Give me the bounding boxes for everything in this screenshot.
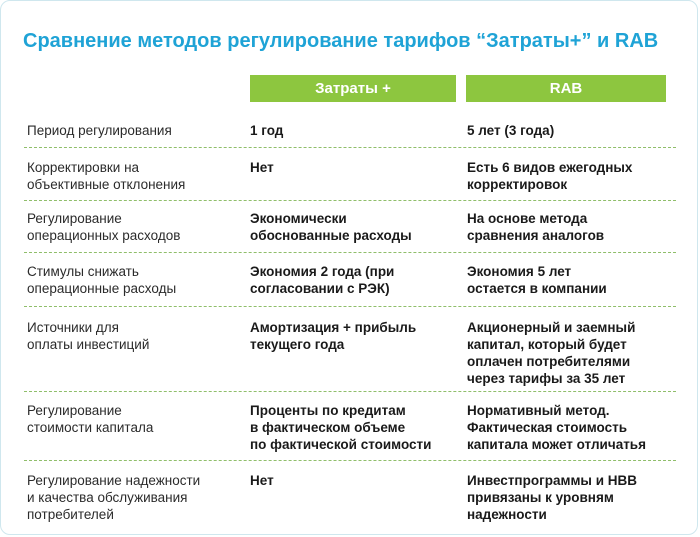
row-label: Регулирование стоимости капитала (27, 403, 154, 435)
rab-value: Инвестпрограммы и НВВ привязаны к уровням надежности (467, 473, 638, 522)
costs-plus-value: Проценты по кредитам в фактическом объеме по фактической стоимости (250, 403, 432, 452)
column-header-rab: RAB (466, 75, 666, 102)
page-title: Сравнение методов регулирование тарифов “Затраты+” и RAB (23, 30, 659, 52)
row-label: Период регулирования (27, 123, 172, 138)
row-divider (24, 147, 676, 148)
rab-value: На основе метода сравнения аналогов (467, 211, 605, 243)
row-label: Источники для оплаты инвестиций (27, 320, 150, 352)
row-divider (24, 252, 676, 253)
row-label: Корректировки на объективные отклонения (27, 160, 186, 192)
column-header-costs-plus: Затраты + (250, 75, 456, 102)
rab-value: Экономия 5 лет остается в компании (467, 264, 607, 296)
costs-plus-value: Амортизация + прибыль текущего года (250, 320, 417, 352)
row-divider (24, 460, 676, 461)
row-label: Стимулы снижать операционные расходы (27, 264, 177, 296)
rab-value: Акционерный и заемный капитал, который будет оплачен потребителями через тарифы за 35 лет (467, 320, 636, 386)
row-divider (24, 200, 676, 201)
row-divider (24, 391, 676, 392)
costs-plus-value: Нет (250, 160, 274, 175)
row-label: Регулирование операционных расходов (27, 211, 181, 243)
row-divider (24, 306, 676, 307)
costs-plus-value: Нет (250, 473, 274, 488)
rab-value: Есть 6 видов ежегодных корректировок (467, 160, 633, 192)
rab-value: 5 лет (3 года) (467, 123, 555, 138)
costs-plus-value: 1 год (250, 123, 284, 138)
costs-plus-value: Экономически обоснованные расходы (250, 211, 412, 243)
rab-value: Нормативный метод. Фактическая стоимость капитала может отличатья (467, 403, 646, 452)
row-label: Регулирование надежности и качества обслуживания потребителей (27, 473, 201, 522)
costs-plus-value: Экономия 2 года (при согласовании с РЭК) (250, 264, 395, 296)
